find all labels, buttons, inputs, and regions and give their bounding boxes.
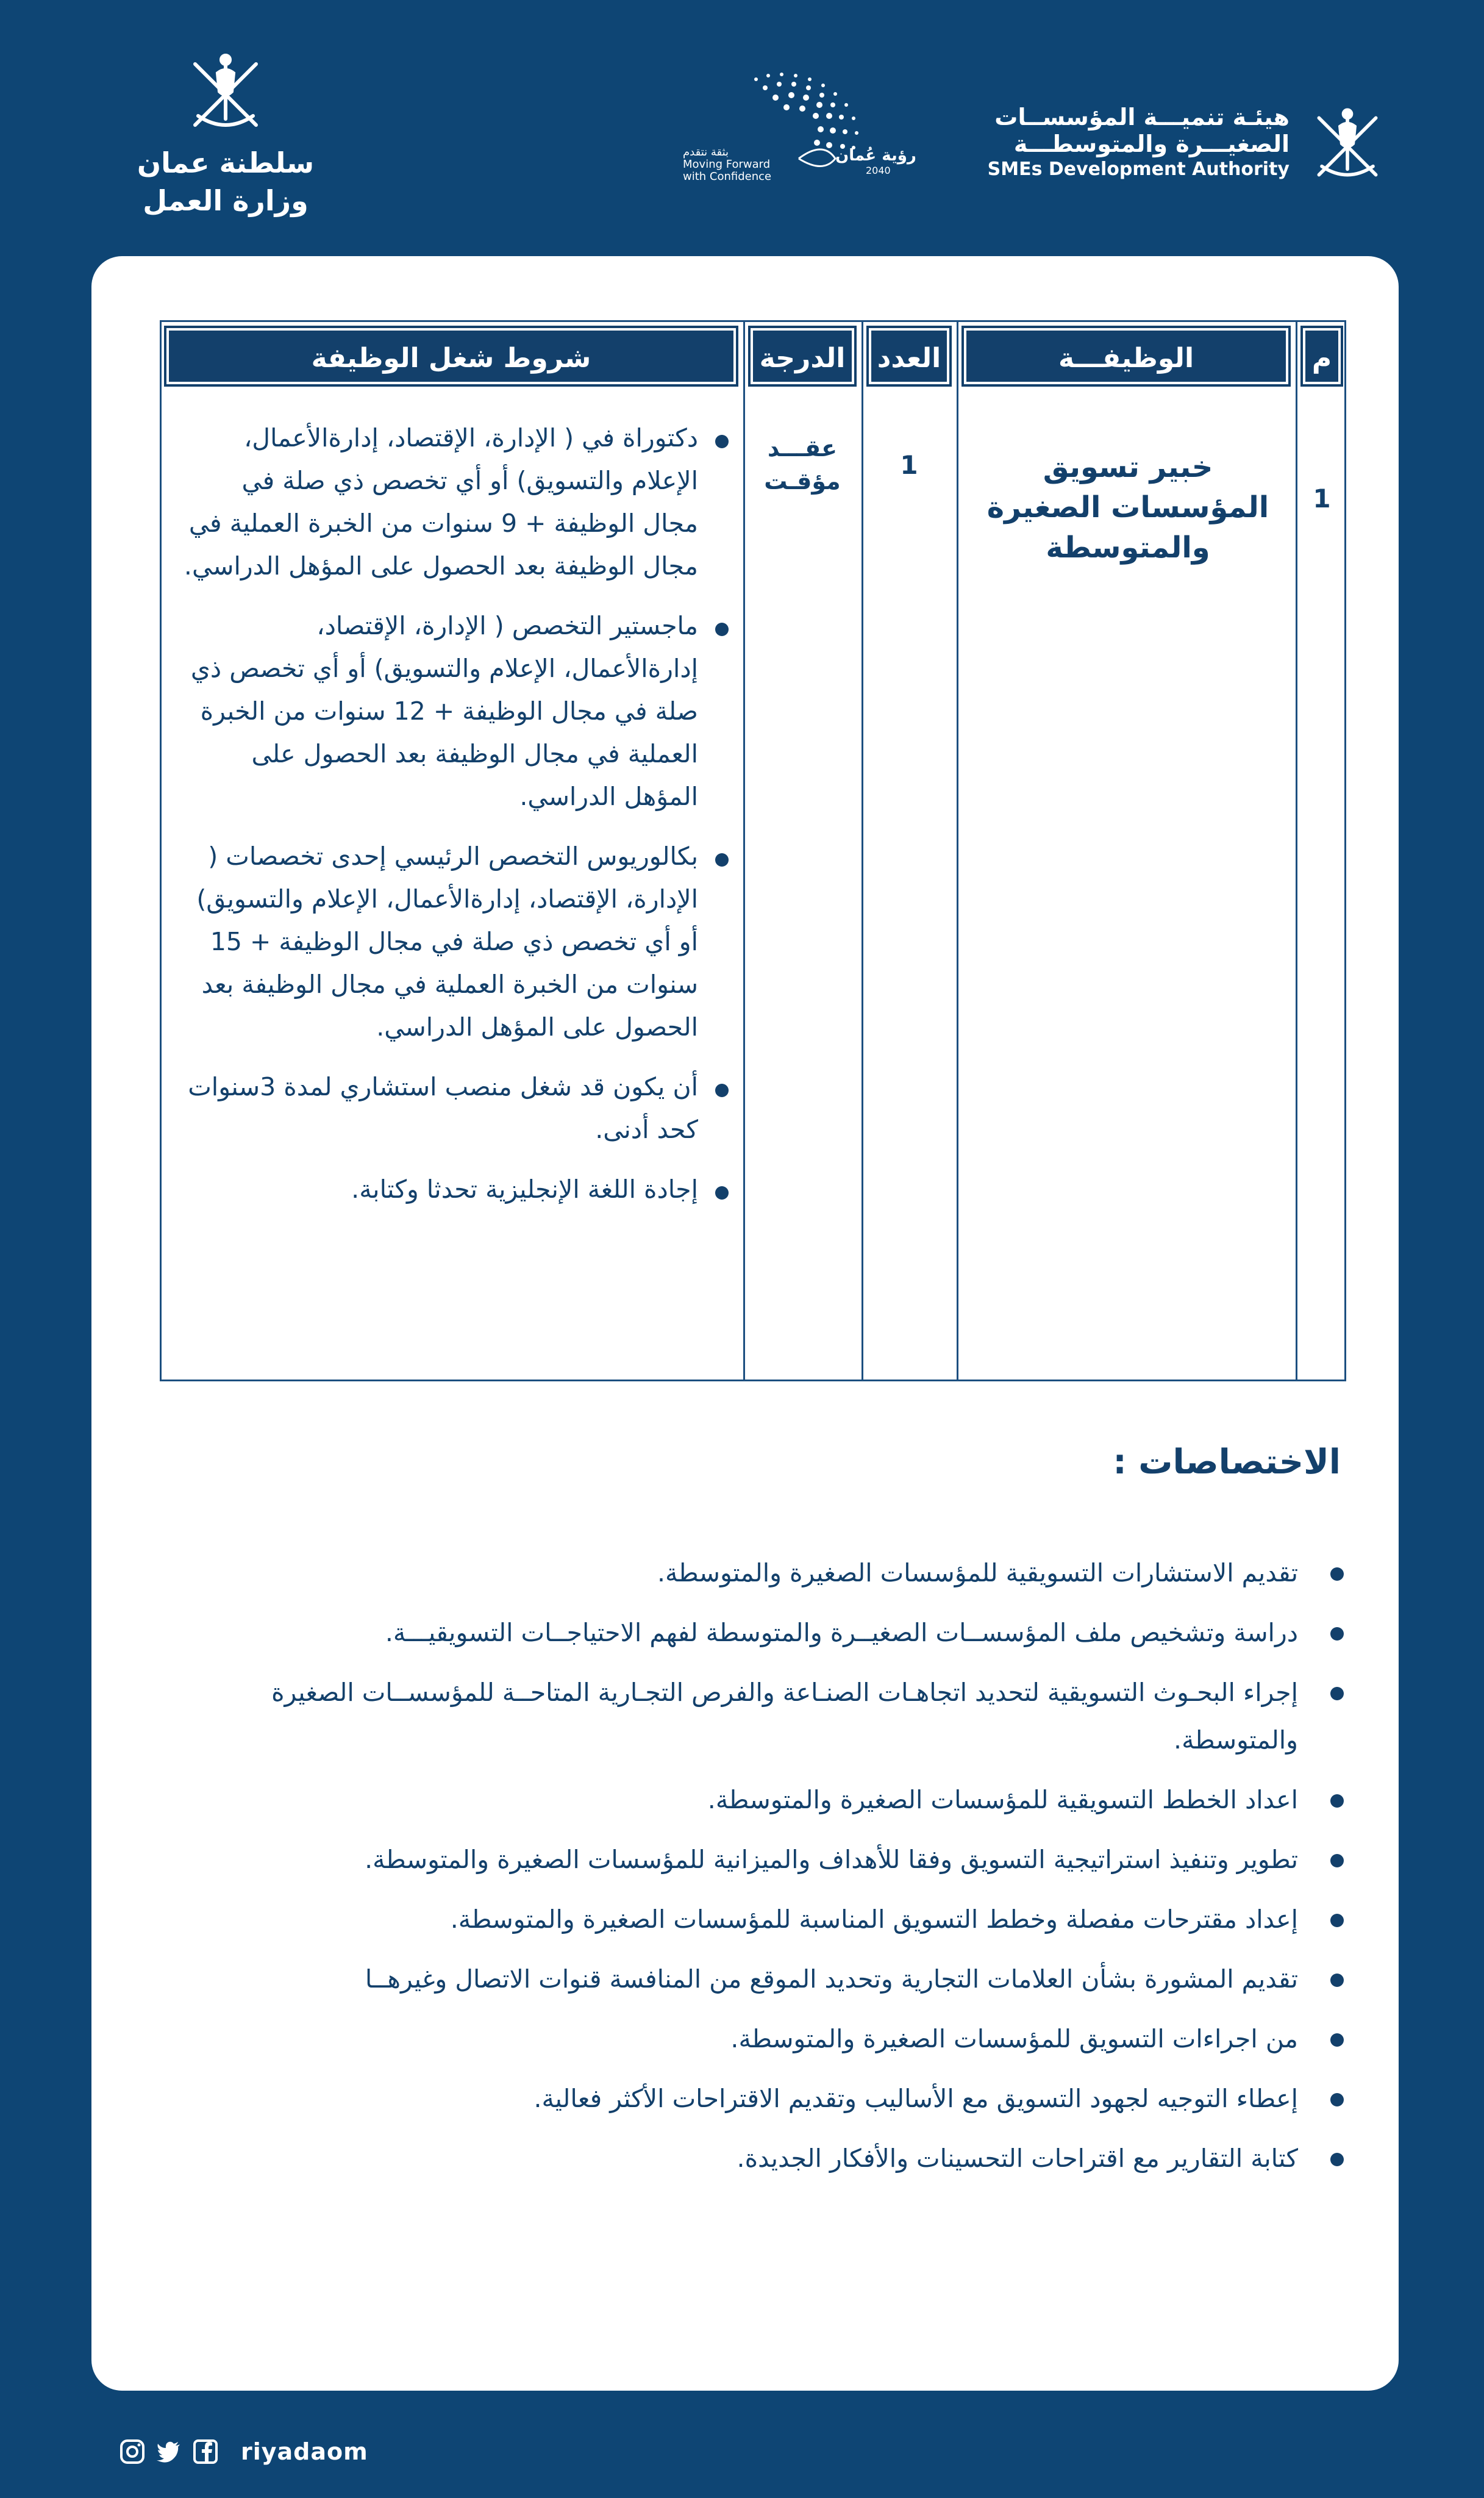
condition-item: بكالوريوس التخصص الرئيسي إحدى تخصصات ( الإدارة، الإقتصاد، إدارةالأعمال، الإعلام والتسويق) أو أي تخصص ذي صلة في مجال الوظيفة + 15 سنوات من الخبرة العملية في مجال الوظيفة بعد الحصول على المؤهل الدراسي. [180,835,729,1048]
duty-item: كتابة التقارير مع اقتراحات التحسينات والأفكار الجديدة. [222,2135,1344,2182]
social-handle[interactable]: riyadaom [241,2438,368,2465]
smes-authority-logo [963,98,1390,195]
oman-vision-2040-logo [683,67,939,189]
duties-title: الاختصاصات : [1113,1442,1341,1482]
conditions-list [180,417,729,1228]
condition-item: أن يكون قد شغل منصب استشاري لمدة 3سنوات كحد أدنى. [180,1065,729,1151]
row-grade-line2: مؤقـت [764,468,841,495]
vision-year: 2040 [866,165,891,176]
vision-tagline-en1: Moving Forward [683,158,771,171]
row-grade-line1: عقـــد [767,435,838,462]
row-job-title: خبير تسويق المؤسسات الصغيرة والمتوسطة [986,450,1269,565]
authority-name-en: SMEs Development Authority [987,159,1290,180]
vision-tagline-ar: بثقة نتقدم [683,146,729,159]
oman-emblem-icon [180,49,271,140]
condition-item: إجادة اللغة الإنجليزية تحدثا وكتابة. [180,1168,729,1211]
ministry-of-labour-logo [134,49,317,220]
duty-item: اعداد الخطط التسويقية للمؤسسات الصغيرة والمتوسطة. [222,1776,1344,1823]
page-header [0,0,1484,256]
job-card [91,256,1399,2391]
duties-list [222,1549,1344,2194]
table-col-divider [743,322,745,1380]
twitter-icon[interactable] [155,2438,182,2465]
table-col-divider [862,322,863,1380]
duty-item: إجراء البحـوث التسويقية لتحديد اتجاهـات الصنـاعة والفرص التجـارية المتاحــة للمؤسســات الصغيرة والمتوسطة. [222,1669,1344,1764]
duty-item: تقديم المشورة بشأن العلامات التجارية وتحديد الموقع من المنافسة قنوات الاتصال وغيرهــا [222,1955,1344,2003]
vision-name: رؤية عُمان [835,146,916,165]
facebook-icon[interactable] [192,2438,219,2465]
table-col-divider [957,322,958,1380]
oman-emblem-icon [1305,104,1390,189]
authority-name-ar-line2: الصغيـــرة والمتوسطـــة [1013,131,1290,157]
social-footer [119,2433,368,2470]
table-col-divider [1296,322,1297,1380]
header-num: م [1300,326,1343,387]
header-grade: الدرجة [748,326,857,387]
instagram-icon[interactable] [119,2438,146,2465]
condition-item: دكتوراة في ( الإدارة، الإقتصاد، إدارةالأعمال، الإعلام والتسويق) أو أي تخصص ذي صلة في مجال الوظيفة + 9 سنوات من الخبرة العملية في مجال الوظيفة بعد الحصول على المؤهل الدراسي. [180,417,729,587]
duty-item: دراسة وتشخيص ملف المؤسســات الصغيــرة والمتوسطة لفهم الاحتياجــات التسويقيـــة. [222,1609,1344,1656]
duty-item: إعطاء التوجيه لجهود التسويق مع الأساليب وتقديم الاقتراحات الأكثر فعالية. [222,2075,1344,2122]
row-count: 1 [900,450,918,480]
duty-item: إعداد مقترحات مفصلة وخطط التسويق المناسبة للمؤسسات الصغيرة والمتوسطة. [222,1895,1344,1943]
duty-item: تقديم الاستشارات التسويقية للمؤسسات الصغيرة والمتوسطة. [222,1549,1344,1597]
header-conditions: شروط شغل الوظيفة [164,326,738,387]
condition-item: ماجستير التخصص ( الإدارة، الإقتصاد، إدارةالأعمال، الإعلام والتسويق) أو أي تخصص ذي صلة في مجال الوظيفة + 12 سنوات من الخبرة العملية في مجال الوظيفة بعد الحصول على المؤهل الدراسي. [180,604,729,818]
row-number: 1 [1313,484,1331,514]
duty-item: تطوير وتنفيذ استراتيجية التسويق وفقا للأهداف والميزانية للمؤسسات الصغيرة والمتوسطة. [222,1836,1344,1883]
header-count: العدد [866,326,952,387]
row-grade [748,432,857,498]
vision-tagline-en2: with Confidence [683,170,772,183]
ministry-name-line1: سلطنة عمان [137,146,315,179]
ministry-name-line2: وزارة العمل [143,184,309,217]
duty-item: من اجراءات التسويق للمؤسسات الصغيرة والمتوسطة. [222,2015,1344,2063]
authority-name-ar-line1: هيئـة تنميـــة المؤسســات [994,104,1290,131]
header-job: الوظيفـــة [961,326,1291,387]
job-table [160,320,1346,1381]
